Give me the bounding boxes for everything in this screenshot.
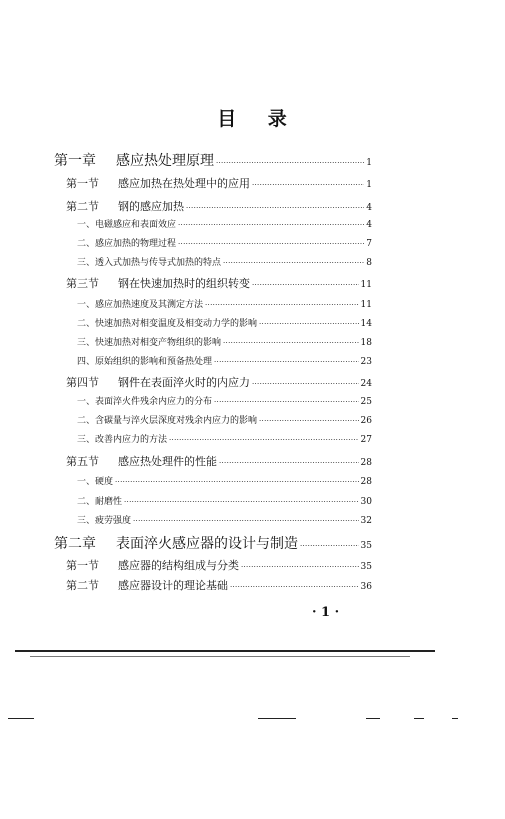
toc-entry-page: 1 bbox=[366, 158, 372, 168]
toc-entry-title: 感应加热在热处理中的应用 bbox=[118, 177, 250, 190]
scan-mark bbox=[8, 718, 34, 719]
leader-dots bbox=[223, 260, 364, 267]
toc-entry-title: 一、硬度 bbox=[77, 477, 114, 487]
leader-dots bbox=[216, 160, 364, 167]
toc-entry bbox=[66, 175, 372, 191]
toc-entry-page: 25 bbox=[360, 397, 372, 407]
toc-entry bbox=[77, 217, 372, 230]
toc-entry-title: 钢件在表面淬火时的内应力 bbox=[118, 376, 250, 389]
toc-entry-page: 35 bbox=[360, 541, 372, 551]
toc-heading: 目 录 bbox=[217, 108, 288, 130]
toc-entry bbox=[77, 335, 372, 348]
toc-entry bbox=[77, 297, 372, 310]
toc-entry-page: 36 bbox=[360, 582, 372, 592]
toc-entry-page: 7 bbox=[366, 239, 372, 249]
leader-dots bbox=[259, 418, 359, 425]
toc-entry bbox=[66, 374, 372, 390]
toc-entry-page: 24 bbox=[360, 379, 372, 389]
toc-entry bbox=[77, 494, 372, 507]
leader-dots bbox=[205, 302, 359, 309]
toc-entry-title: 一、电磁感应和表面效应 bbox=[77, 220, 177, 230]
toc-entry-title: 二、含碳量与淬火层深度对残余内应力的影响 bbox=[77, 416, 258, 426]
leader-dots bbox=[241, 564, 359, 571]
toc-entry-page: 14 bbox=[360, 319, 372, 329]
leader-dots bbox=[115, 479, 359, 486]
toc-entry bbox=[77, 354, 372, 367]
toc-entry-title: 三、快速加热对相变产物组织的影响 bbox=[77, 338, 222, 348]
toc-entry-title: 二、耐磨性 bbox=[77, 497, 123, 507]
toc-entry-page: 32 bbox=[360, 516, 372, 526]
toc-entry bbox=[77, 394, 372, 407]
leader-dots bbox=[252, 381, 359, 388]
toc-entry-title: 三、疲劳强度 bbox=[77, 516, 132, 526]
leader-dots bbox=[259, 321, 359, 328]
toc-entry-title: 表面淬火感应器的设计与制造 bbox=[116, 536, 298, 552]
toc-entry-page: 18 bbox=[360, 338, 372, 348]
toc-entry-number: 第一节 bbox=[66, 559, 99, 572]
leader-dots bbox=[223, 340, 359, 347]
leader-dots bbox=[214, 359, 359, 366]
leader-dots bbox=[252, 282, 359, 289]
scan-mark bbox=[258, 718, 296, 719]
toc-entry-title: 感应热处理原理 bbox=[116, 153, 214, 169]
toc-entry bbox=[77, 255, 372, 268]
scan-mark bbox=[452, 718, 458, 719]
toc-entry-page: 11 bbox=[360, 300, 372, 310]
toc-entry-page: 30 bbox=[360, 497, 372, 507]
toc-entry bbox=[54, 150, 372, 170]
leader-dots bbox=[219, 460, 359, 467]
toc-entry-page: 4 bbox=[366, 203, 372, 213]
toc-entry-number: 第二章 bbox=[54, 536, 96, 552]
toc-entry-number: 第二节 bbox=[66, 579, 99, 592]
scan-line bbox=[30, 656, 410, 657]
toc-entry bbox=[66, 198, 372, 214]
leader-dots bbox=[252, 182, 364, 189]
leader-dots bbox=[186, 205, 364, 212]
toc-entry-number: 第一章 bbox=[54, 153, 96, 169]
toc-entry-page: 35 bbox=[360, 562, 372, 572]
scan-line bbox=[15, 650, 435, 652]
leader-dots bbox=[178, 222, 364, 229]
toc-entry-title: 钢的感应加热 bbox=[118, 200, 184, 213]
leader-dots bbox=[300, 543, 359, 550]
page-number: · 1 · bbox=[312, 605, 340, 620]
toc-entry bbox=[54, 533, 372, 553]
toc-entry-title: 感应器的结构组成与分类 bbox=[118, 559, 239, 572]
toc-entry-page: 11 bbox=[360, 280, 372, 290]
toc-entry bbox=[66, 557, 372, 573]
leader-dots bbox=[214, 399, 359, 406]
toc-entry-title: 三、透入式加热与传导式加热的特点 bbox=[77, 258, 222, 268]
toc-entry bbox=[77, 413, 372, 426]
toc-entry-number: 第一节 bbox=[66, 177, 99, 190]
toc-entry-title: 二、感应加热的物理过程 bbox=[77, 239, 177, 249]
toc-entry-page: 28 bbox=[360, 458, 372, 468]
toc-entry-title: 感应器设计的理论基础 bbox=[118, 579, 228, 592]
leader-dots bbox=[178, 241, 364, 248]
toc-entry-page: 23 bbox=[360, 357, 372, 367]
toc-entry-number: 第五节 bbox=[66, 455, 99, 468]
toc-entry-page: 8 bbox=[366, 258, 372, 268]
toc-entry-title: 二、快速加热对相变温度及相变动力学的影响 bbox=[77, 319, 258, 329]
leader-dots bbox=[133, 518, 359, 525]
toc-entry-page: 1 bbox=[366, 180, 372, 190]
toc-entry-page: 28 bbox=[360, 477, 372, 487]
toc-entry-number: 第三节 bbox=[66, 277, 99, 290]
scan-mark bbox=[366, 718, 380, 719]
toc-entry bbox=[77, 432, 372, 445]
toc-entry bbox=[77, 236, 372, 249]
toc-entry-title: 一、感应加热速度及其测定方法 bbox=[77, 300, 204, 310]
leader-dots bbox=[230, 584, 359, 591]
leader-dots bbox=[124, 499, 359, 506]
toc-entry bbox=[77, 474, 372, 487]
toc-entry-title: 三、改善内应力的方法 bbox=[77, 435, 168, 445]
toc-entry-number: 第四节 bbox=[66, 376, 99, 389]
toc-entry-title: 一、表面淬火件残余内应力的分布 bbox=[77, 397, 213, 407]
toc-entry-page: 26 bbox=[360, 416, 372, 426]
scan-mark bbox=[414, 718, 424, 719]
toc-entry-title: 四、原始组织的影响和预备热处理 bbox=[77, 357, 213, 367]
toc-entry-page: 4 bbox=[366, 220, 372, 230]
toc-entry-title: 钢在快速加热时的组织转变 bbox=[118, 277, 250, 290]
toc-entry bbox=[77, 513, 372, 526]
toc-entry bbox=[66, 453, 372, 469]
toc-entry bbox=[77, 316, 372, 329]
leader-dots bbox=[169, 437, 359, 444]
toc-entry bbox=[66, 577, 372, 593]
toc-entry bbox=[66, 275, 372, 291]
toc-entry-number: 第二节 bbox=[66, 200, 99, 213]
toc-entry-page: 27 bbox=[360, 435, 372, 445]
toc-entry-title: 感应热处理件的性能 bbox=[118, 455, 217, 468]
